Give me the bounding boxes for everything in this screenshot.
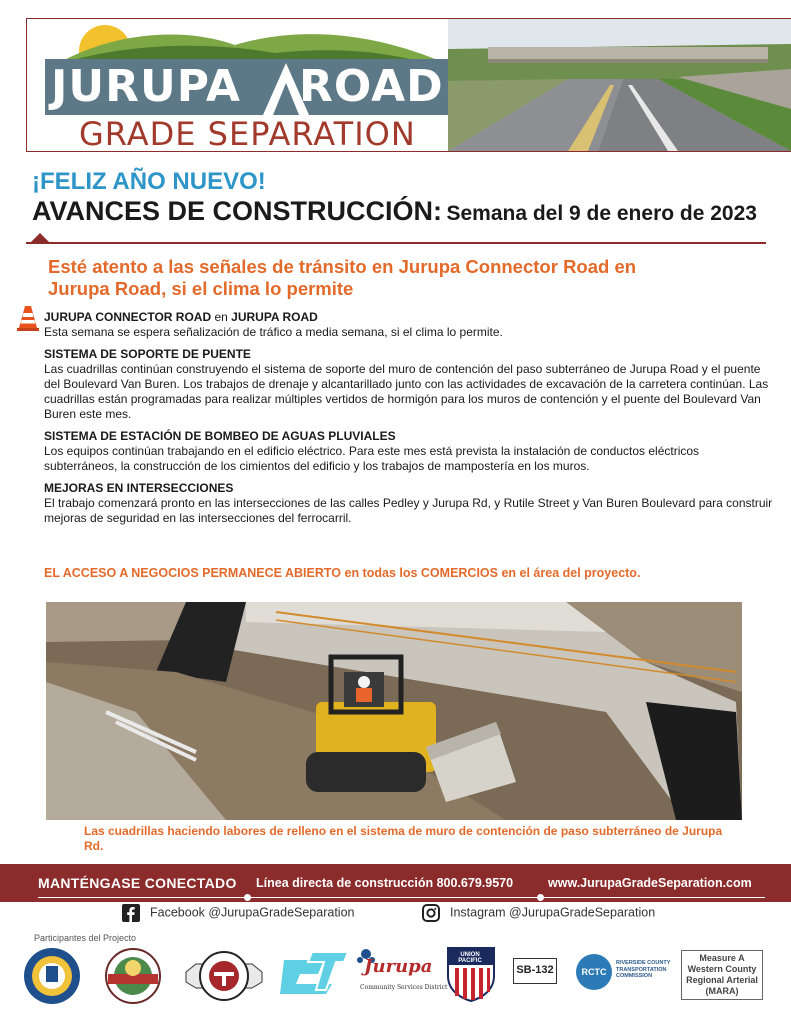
section-connector-road xyxy=(44,310,774,340)
traffic-alert: Esté atento a las señales de tránsito en Jurupa Connector Road en Jurupa Road, si el clima lo permite xyxy=(48,256,637,299)
newsletter-headline xyxy=(32,196,757,227)
hotline-text: Línea directa de construcción 800.679.9570 xyxy=(256,876,514,890)
instagram-handle: Instagram @JurupaGradeSeparation xyxy=(450,905,656,920)
mara-logo: Measure A Western County Regional Arterial (MARA) xyxy=(681,950,763,1000)
sb132-logo: SB-132 xyxy=(513,958,557,984)
county-riverside-seal-icon xyxy=(182,946,266,1006)
logo-word-jurupa: JURUPA xyxy=(51,61,241,112)
instagram-link[interactable] xyxy=(422,904,655,924)
partner-logos xyxy=(22,946,772,1006)
section-bridge-support xyxy=(44,347,774,422)
section-body: Los equipos continúan trabajando en el edificio eléctrico. Para este mes está prevista la instalación de conductos eléctricos subterráneos, la construcción de los cimientos del edificio y los trabajos de mampostería en los muros. xyxy=(44,444,700,473)
section-title: MEJORAS EN INTERSECCIONES xyxy=(44,481,234,495)
facebook-icon xyxy=(122,904,140,922)
footer-dot xyxy=(244,894,251,901)
headline-main: AVANCES DE CONSTRUCCIÓN: xyxy=(32,196,443,226)
business-access-notice: EL ACCESO A NEGOCIOS PERMANECE ABIERTO en todas los COMERCIOS en el área del proyecto. xyxy=(44,566,641,580)
header-banner xyxy=(26,18,791,152)
rctc-full-name: RIVERSIDE COUNTY TRANSPORTATION COMMISSION xyxy=(616,960,671,979)
section-body: Las cuadrillas continúan construyendo el sistema de soporte del muro de contención del paso subterráneo de Jurupa Road y el puente del Boulevard Van Buren. Los trabajos de drenaje y alcantarillado junto con las actividades de excavación de la carretera continúan. Las cuadrillas están programadas para realizar múltiples vertidos de hormigón para los muros de contención y el puente del Boulevard Van Buren este mes. xyxy=(44,362,769,421)
county-seal-icon xyxy=(100,946,166,1006)
facebook-handle: Facebook @JurupaGradeSeparation xyxy=(150,905,355,920)
footer-line xyxy=(38,897,765,898)
section-body: Esta semana se espera señalización de tráfico a media semana, si el clima lo permite. xyxy=(44,325,503,339)
jurupa-csd-logo: Jurupa xyxy=(364,956,433,977)
section-title: SISTEMA DE ESTACIÓN DE BOMBEO DE AGUAS PLUVIALES xyxy=(44,429,396,443)
update-sections xyxy=(44,310,774,533)
caltrans-logo-icon xyxy=(278,946,350,1002)
header-road-rendering xyxy=(448,19,791,151)
stay-connected-label: MANTÉNGASE CONECTADO xyxy=(38,875,237,891)
section-intersections xyxy=(44,481,774,526)
jurupa-csd-subtitle: Community Services District xyxy=(360,984,448,991)
section-title: JURUPA CONNECTOR ROAD en JURUPA ROAD xyxy=(44,310,318,324)
section-body: El trabajo comenzará pronto en las intersecciones de las calles Pedley y Jurupa Rd, y Rutile Street y Van Buren Boulevard para construir mejoras de seguridad en las intersecciones del ferrocarril. xyxy=(44,496,773,525)
photo-caption: Las cuadrillas haciendo labores de relleno en el sistema de muro de contención de paso subterráneo de Jurupa Rd. xyxy=(84,824,723,853)
project-logo xyxy=(27,19,447,151)
headline-week: Semana del 9 de enero de 2023 xyxy=(446,202,757,225)
construction-photo xyxy=(46,602,742,820)
footer-dot xyxy=(537,894,544,901)
participants-label: Participantes del Projecto xyxy=(34,933,137,943)
section-title: SISTEMA DE SOPORTE DE PUENTE xyxy=(44,347,251,361)
logo-word-road: ROAD xyxy=(299,61,444,112)
section-pump-station xyxy=(44,429,774,474)
website-link[interactable]: www.JurupaGradeSeparation.com xyxy=(548,876,752,890)
greeting-heading: ¡FELIZ AÑO NUEVO! xyxy=(32,168,266,195)
union-pacific-label: UNION PACIFIC xyxy=(458,952,482,964)
flood-control-seal-icon xyxy=(22,946,82,1006)
rctc-logo xyxy=(576,954,672,992)
divider-rule xyxy=(26,242,766,244)
instagram-icon xyxy=(422,904,440,922)
rctc-badge: RCTC xyxy=(576,954,612,990)
facebook-link[interactable] xyxy=(122,904,354,924)
logo-subtitle: GRADE SEPARATION xyxy=(79,115,416,153)
traffic-cone-icon xyxy=(16,304,40,332)
